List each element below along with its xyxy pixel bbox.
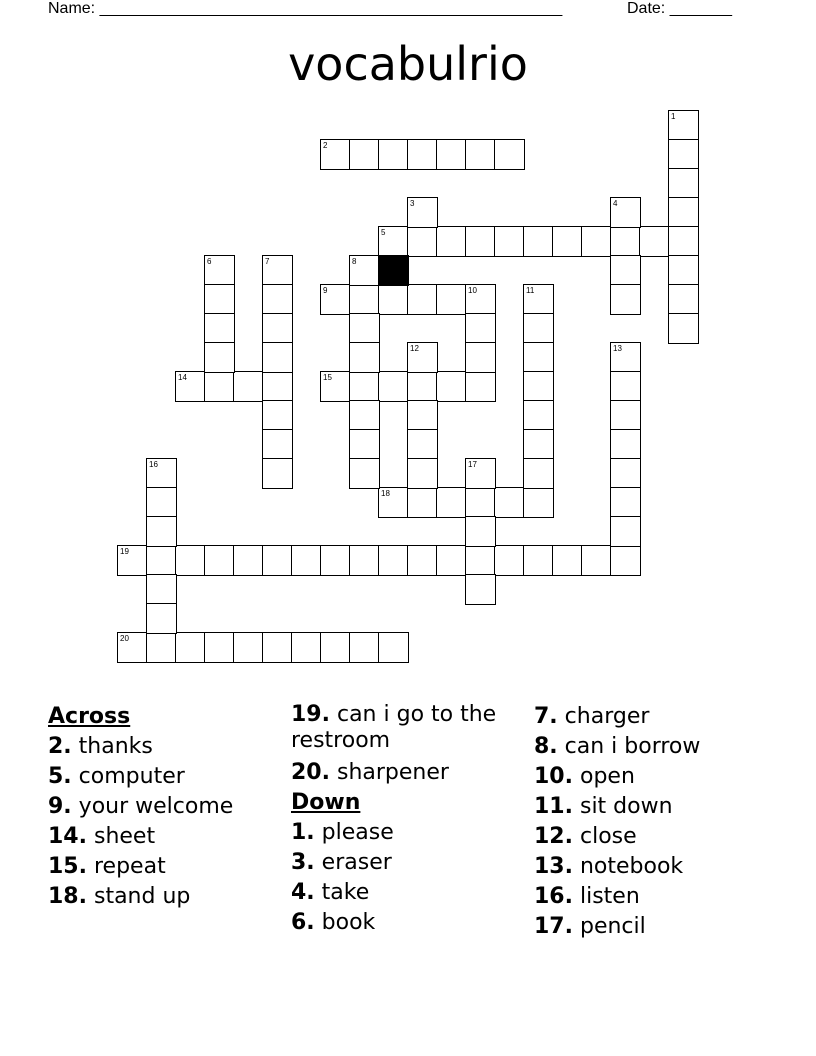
crossword-cell[interactable] xyxy=(407,429,438,460)
crossword-cell[interactable] xyxy=(204,371,235,402)
crossword-cell[interactable] xyxy=(552,226,583,257)
crossword-cell[interactable] xyxy=(349,632,380,663)
clue-down-6: 6. book xyxy=(291,910,376,935)
crossword-cell[interactable] xyxy=(146,603,177,634)
crossword-cell[interactable] xyxy=(668,139,699,170)
crossword-cell[interactable] xyxy=(494,226,525,257)
crossword-cell[interactable] xyxy=(378,226,409,257)
crossword-cell[interactable] xyxy=(407,226,438,257)
crossword-cell[interactable] xyxy=(117,632,148,663)
crossword-cell[interactable] xyxy=(668,197,699,228)
crossword-cell[interactable] xyxy=(233,632,264,663)
crossword-cell[interactable] xyxy=(407,197,438,228)
clue-column-2 xyxy=(291,702,531,938)
crossword-cell[interactable] xyxy=(117,545,148,576)
crossword-cell[interactable] xyxy=(291,545,322,576)
crossword-cell[interactable] xyxy=(610,545,641,576)
name-field-line: Name: ____________________________________________________ xyxy=(48,0,563,17)
crossword-cell[interactable] xyxy=(436,226,467,257)
crossword-cell[interactable] xyxy=(349,284,380,315)
cell-number: 8 xyxy=(352,257,357,266)
crossword-cell[interactable] xyxy=(407,458,438,489)
clue-across-20: 20. sharpener xyxy=(291,760,449,785)
clue-down-7: 7. charger xyxy=(534,704,650,729)
cell-number: 5 xyxy=(381,228,386,237)
crossword-cell[interactable] xyxy=(146,574,177,605)
crossword-cell[interactable] xyxy=(610,284,641,315)
crossword-cell[interactable] xyxy=(465,458,496,489)
clue-column-3 xyxy=(534,702,774,942)
crossword-cell[interactable] xyxy=(262,545,293,576)
crossword-cell[interactable] xyxy=(204,632,235,663)
clue-down-13: 13. notebook xyxy=(534,854,684,879)
crossword-cell[interactable] xyxy=(465,313,496,344)
crossword-cell[interactable] xyxy=(378,487,409,518)
crossword-cell[interactable] xyxy=(523,400,554,431)
crossword-cell[interactable] xyxy=(523,313,554,344)
cell-number: 11 xyxy=(526,286,535,295)
crossword-cell[interactable] xyxy=(262,284,293,315)
down-heading: Down xyxy=(291,790,361,815)
crossword-cell[interactable] xyxy=(407,139,438,170)
crossword-cell[interactable] xyxy=(146,632,177,663)
crossword-cell[interactable] xyxy=(610,342,641,373)
clue-down-1: 1. please xyxy=(291,820,394,845)
crossword-cell[interactable] xyxy=(175,545,206,576)
clue-column-1 xyxy=(48,702,288,912)
clue-across-19: 19. can i go to the restroom xyxy=(291,702,497,753)
crossword-cell[interactable] xyxy=(204,342,235,373)
crossword-cell[interactable] xyxy=(523,342,554,373)
crossword-cell[interactable] xyxy=(407,487,438,518)
clue-across-2: 2. thanks xyxy=(48,734,153,759)
crossword-cell[interactable] xyxy=(523,226,554,257)
crossword-cell[interactable] xyxy=(436,139,467,170)
crossword-cell[interactable] xyxy=(465,342,496,373)
crossword-cell[interactable] xyxy=(175,632,206,663)
crossword-cell[interactable] xyxy=(465,487,496,518)
date-field-line: Date: _______ xyxy=(627,0,732,17)
crossword-cell[interactable] xyxy=(668,255,699,286)
cell-number: 18 xyxy=(381,489,390,498)
crossword-cell[interactable] xyxy=(262,632,293,663)
crossword-cell[interactable] xyxy=(349,458,380,489)
crossword-cell[interactable] xyxy=(349,400,380,431)
crossword-cell[interactable] xyxy=(465,574,496,605)
crossword-cell[interactable] xyxy=(349,545,380,576)
crossword-cell[interactable] xyxy=(407,284,438,315)
crossword-black-square xyxy=(378,255,409,286)
cell-number: 12 xyxy=(410,344,419,353)
crossword-cell[interactable] xyxy=(668,110,699,141)
crossword-cell[interactable] xyxy=(204,284,235,315)
crossword-cell[interactable] xyxy=(262,313,293,344)
crossword-cell[interactable] xyxy=(465,284,496,315)
crossword-cell[interactable] xyxy=(262,429,293,460)
cell-number: 2 xyxy=(323,141,328,150)
crossword-cell[interactable] xyxy=(204,313,235,344)
crossword-cell[interactable] xyxy=(610,255,641,286)
crossword-cell[interactable] xyxy=(378,139,409,170)
crossword-cell[interactable] xyxy=(378,284,409,315)
crossword-cell[interactable] xyxy=(668,284,699,315)
crossword-cell[interactable] xyxy=(610,487,641,518)
cell-number: 16 xyxy=(149,460,158,469)
across-heading: Across xyxy=(48,704,131,729)
crossword-cell[interactable] xyxy=(523,487,554,518)
crossword-cell[interactable] xyxy=(523,458,554,489)
crossword-cell[interactable] xyxy=(146,545,177,576)
crossword-cell[interactable] xyxy=(349,429,380,460)
crossword-cell[interactable] xyxy=(378,545,409,576)
crossword-cell[interactable] xyxy=(581,545,612,576)
cell-number: 6 xyxy=(207,257,212,266)
crossword-cell[interactable] xyxy=(668,168,699,199)
crossword-cell[interactable] xyxy=(465,226,496,257)
crossword-cell[interactable] xyxy=(233,371,264,402)
crossword-cell[interactable] xyxy=(349,342,380,373)
crossword-cell[interactable] xyxy=(146,487,177,518)
cell-number: 20 xyxy=(120,634,129,643)
crossword-cell[interactable] xyxy=(523,284,554,315)
crossword-cell[interactable] xyxy=(291,632,322,663)
crossword-cell[interactable] xyxy=(465,139,496,170)
crossword-cell[interactable] xyxy=(465,516,496,547)
crossword-cell[interactable] xyxy=(349,255,380,286)
clue-down-16: 16. listen xyxy=(534,884,640,909)
crossword-cell[interactable] xyxy=(320,632,351,663)
crossword-cell[interactable] xyxy=(407,371,438,402)
clue-down-17: 17. pencil xyxy=(534,914,646,939)
crossword-cell[interactable] xyxy=(610,400,641,431)
crossword-cell[interactable] xyxy=(494,139,525,170)
cell-number: 10 xyxy=(468,286,477,295)
cell-number: 17 xyxy=(468,460,477,469)
clue-down-12: 12. close xyxy=(534,824,637,849)
crossword-cell[interactable] xyxy=(436,371,467,402)
crossword-cell[interactable] xyxy=(378,371,409,402)
crossword-cell[interactable] xyxy=(610,516,641,547)
cell-number: 3 xyxy=(410,199,415,208)
crossword-cell[interactable] xyxy=(465,545,496,576)
cell-number: 7 xyxy=(265,257,270,266)
crossword-cell[interactable] xyxy=(552,545,583,576)
cell-number: 4 xyxy=(613,199,618,208)
crossword-cell[interactable] xyxy=(233,545,264,576)
clue-down-4: 4. take xyxy=(291,880,370,905)
crossword-cell[interactable] xyxy=(175,371,206,402)
page-title: vocabulrio xyxy=(288,37,528,91)
crossword-cell[interactable] xyxy=(349,313,380,344)
crossword-cell[interactable] xyxy=(668,313,699,344)
crossword-cell[interactable] xyxy=(204,255,235,286)
clue-down-8: 8. can i borrow xyxy=(534,734,701,759)
crossword-cell[interactable] xyxy=(610,429,641,460)
crossword-cell[interactable] xyxy=(494,545,525,576)
crossword-cell[interactable] xyxy=(320,284,351,315)
crossword-cell[interactable] xyxy=(262,400,293,431)
crossword-cell[interactable] xyxy=(465,371,496,402)
crossword-cell[interactable] xyxy=(378,632,409,663)
crossword-cell[interactable] xyxy=(407,342,438,373)
crossword-cell[interactable] xyxy=(320,371,351,402)
crossword-cell[interactable] xyxy=(523,371,554,402)
crossword-cell[interactable] xyxy=(262,458,293,489)
clue-down-11: 11. sit down xyxy=(534,794,673,819)
crossword-cell[interactable] xyxy=(610,458,641,489)
cell-number: 1 xyxy=(671,112,676,121)
crossword-cell[interactable] xyxy=(320,139,351,170)
crossword-cell[interactable] xyxy=(610,371,641,402)
crossword-cell[interactable] xyxy=(436,487,467,518)
crossword-cell[interactable] xyxy=(610,197,641,228)
crossword-cell[interactable] xyxy=(349,139,380,170)
crossword-cell[interactable] xyxy=(436,545,467,576)
clue-across-5: 5. computer xyxy=(48,764,185,789)
crossword-cell[interactable] xyxy=(262,371,293,402)
crossword-cell[interactable] xyxy=(407,400,438,431)
crossword-cell[interactable] xyxy=(581,226,612,257)
cell-number: 19 xyxy=(120,547,129,556)
crossword-cell[interactable] xyxy=(146,516,177,547)
crossword-cell[interactable] xyxy=(436,284,467,315)
crossword-cell[interactable] xyxy=(407,545,438,576)
crossword-cell[interactable] xyxy=(523,429,554,460)
clue-across-15: 15. repeat xyxy=(48,854,166,879)
crossword-cell[interactable] xyxy=(320,545,351,576)
crossword-cell[interactable] xyxy=(668,226,699,257)
crossword-cell[interactable] xyxy=(262,342,293,373)
crossword-cell[interactable] xyxy=(610,226,641,257)
cell-number: 9 xyxy=(323,286,328,295)
clue-down-10: 10. open xyxy=(534,764,635,789)
clue-across-18: 18. stand up xyxy=(48,884,191,909)
crossword-cell[interactable] xyxy=(349,371,380,402)
clue-down-3: 3. eraser xyxy=(291,850,392,875)
cell-number: 13 xyxy=(613,344,622,353)
clue-across-14: 14. sheet xyxy=(48,824,156,849)
crossword-cell[interactable] xyxy=(494,487,525,518)
crossword-cell[interactable] xyxy=(146,458,177,489)
crossword-cell[interactable] xyxy=(262,255,293,286)
clue-across-9: 9. your welcome xyxy=(48,794,234,819)
crossword-cell[interactable] xyxy=(523,545,554,576)
crossword-cell[interactable] xyxy=(204,545,235,576)
cell-number: 15 xyxy=(323,373,332,382)
crossword-cell[interactable] xyxy=(639,226,670,257)
cell-number: 14 xyxy=(178,373,187,382)
